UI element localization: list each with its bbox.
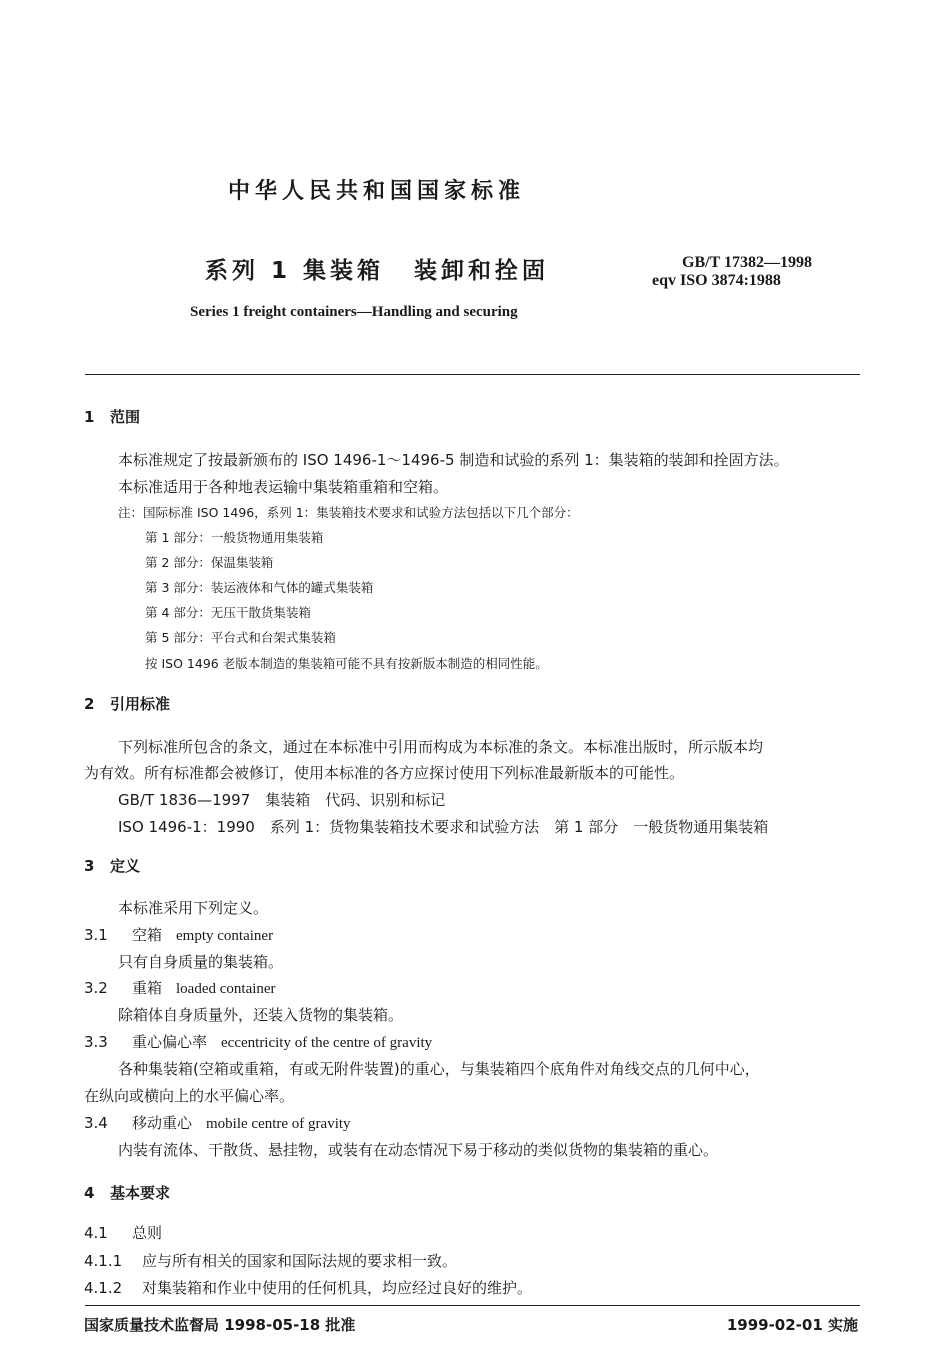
section-1-note-end: 按 ISO 1496 老版本制造的集装箱可能不具有按新版本制造的相同性能。 <box>145 656 548 671</box>
term-definition: 内装有流体、干散货、悬挂物，或装有在动态情况下易于移动的类似货物的集装箱的重心。 <box>118 1141 719 1159</box>
term-definition: 除箱体自身质量外，还装入货物的集装箱。 <box>118 1006 404 1024</box>
clause-4-1-1 <box>84 1250 457 1271</box>
section-1-heading <box>84 406 140 427</box>
document-title-en: Series 1 freight containers—Handling and securing <box>190 304 518 320</box>
section-1-note-intro: 注：国际标准 ISO 1496，系列 1：集装箱技术要求和试验方法包括以下几个部分： <box>118 505 579 520</box>
term-en: mobile centre of gravity <box>206 1116 351 1132</box>
subsection-4-1 <box>84 1222 162 1243</box>
term-en: loaded container <box>176 981 276 997</box>
term-en: empty container <box>176 928 274 944</box>
term-number: 3.1 <box>84 926 108 944</box>
section-3-number: 3 <box>84 857 95 875</box>
note-part-item: 第 5 部分：平台式和台架式集装箱 <box>145 630 336 645</box>
section-2-title: 引用标准 <box>110 695 171 713</box>
section-3-heading <box>84 855 140 876</box>
term-cn: 重箱 <box>132 979 163 997</box>
subsection-number: 4.1 <box>84 1224 108 1242</box>
section-1-para-1: 本标准规定了按最新颁布的 ISO 1496-1～1496-5 制造和试验的系列 1：集装箱的装卸和拴固方法。 <box>118 451 789 469</box>
section-4-number: 4 <box>84 1184 95 1202</box>
section-2-para-line-2: 为有效。所有标准都会被修订，使用本标准的各方应探讨使用下列标准最新版本的可能性。 <box>84 764 685 782</box>
term-definition: 只有自身质量的集装箱。 <box>118 953 284 971</box>
section-4-heading <box>84 1182 170 1203</box>
document-title-cn <box>205 252 549 285</box>
term-en: eccentricity of the centre of gravity <box>221 1035 433 1051</box>
standard-code-line2: eqv ISO 3874:1988 <box>652 272 781 289</box>
term-cn: 移动重心 <box>132 1114 193 1132</box>
term-definition: 在纵向或横向上的水平偏心率。 <box>84 1087 295 1105</box>
clause-text: 对集装箱和作业中使用的任何机具，均应经过良好的维护。 <box>142 1279 533 1297</box>
section-2-para-line-1: 下列标准所包含的条文，通过在本标准中引用而构成为本标准的条文。本标准出版时，所示版本均 <box>118 738 764 756</box>
term-3-3 <box>84 1031 432 1052</box>
term-3-2 <box>84 977 276 998</box>
section-1-title: 范围 <box>110 408 141 426</box>
note-part-item: 第 1 部分：一般货物通用集装箱 <box>145 530 324 545</box>
note-part-item: 第 4 部分：无压干散货集装箱 <box>145 605 311 620</box>
section-1-para-2: 本标准适用于各种地表运输中集装箱重箱和空箱。 <box>118 478 449 496</box>
approval-line: 国家质量技术监督局 1998-05-18 批准 <box>84 1316 356 1334</box>
term-definition: 各种集装箱(空箱或重箱，有或无附件装置)的重心，与集装箱四个底角件对角线交点的几何中心， <box>118 1060 760 1078</box>
clause-number: 4.1.2 <box>84 1279 123 1297</box>
clause-4-1-2 <box>84 1277 532 1298</box>
term-number: 3.2 <box>84 979 108 997</box>
section-3-title: 定义 <box>110 857 141 875</box>
note-part-item: 第 3 部分：装运液体和气体的罐式集装箱 <box>145 580 374 595</box>
term-number: 3.4 <box>84 1114 108 1132</box>
reference-gb-1836: GB/T 1836—1997 集装箱 代码、识别和标记 <box>118 791 446 809</box>
section-2-number: 2 <box>84 695 95 713</box>
section-2-heading <box>84 693 170 714</box>
section-1-number: 1 <box>84 408 95 426</box>
clause-number: 4.1.1 <box>84 1252 123 1270</box>
term-cn: 重心偏心率 <box>132 1033 208 1051</box>
term-cn: 空箱 <box>132 926 163 944</box>
standard-code-line1: GB/T 17382—1998 <box>682 254 812 271</box>
title-cn-part1: 系列 1 集装箱 <box>205 258 385 284</box>
section-3-intro: 本标准采用下列定义。 <box>118 899 269 917</box>
footer-divider <box>85 1305 860 1306</box>
term-3-4 <box>84 1112 351 1133</box>
term-3-1 <box>84 924 273 945</box>
implementation-date: 1999-02-01 实施 <box>726 1316 858 1334</box>
clause-text: 应与所有相关的国家和国际法规的要求相一致。 <box>142 1252 458 1270</box>
note-part-item: 第 2 部分：保温集装箱 <box>145 555 274 570</box>
header-divider <box>85 374 860 375</box>
section-4-title: 基本要求 <box>110 1184 171 1202</box>
term-number: 3.3 <box>84 1033 108 1051</box>
standard-code <box>652 254 812 290</box>
subsection-title: 总则 <box>132 1224 163 1242</box>
title-cn-part2: 装卸和拴固 <box>414 258 550 284</box>
national-standard-heading: 中华人民共和国国家标准 <box>228 179 526 204</box>
reference-iso-1496-1: ISO 1496-1：1990 系列 1：货物集装箱技术要求和试验方法 第 1 部分 一般货物通用集装箱 <box>118 818 769 836</box>
